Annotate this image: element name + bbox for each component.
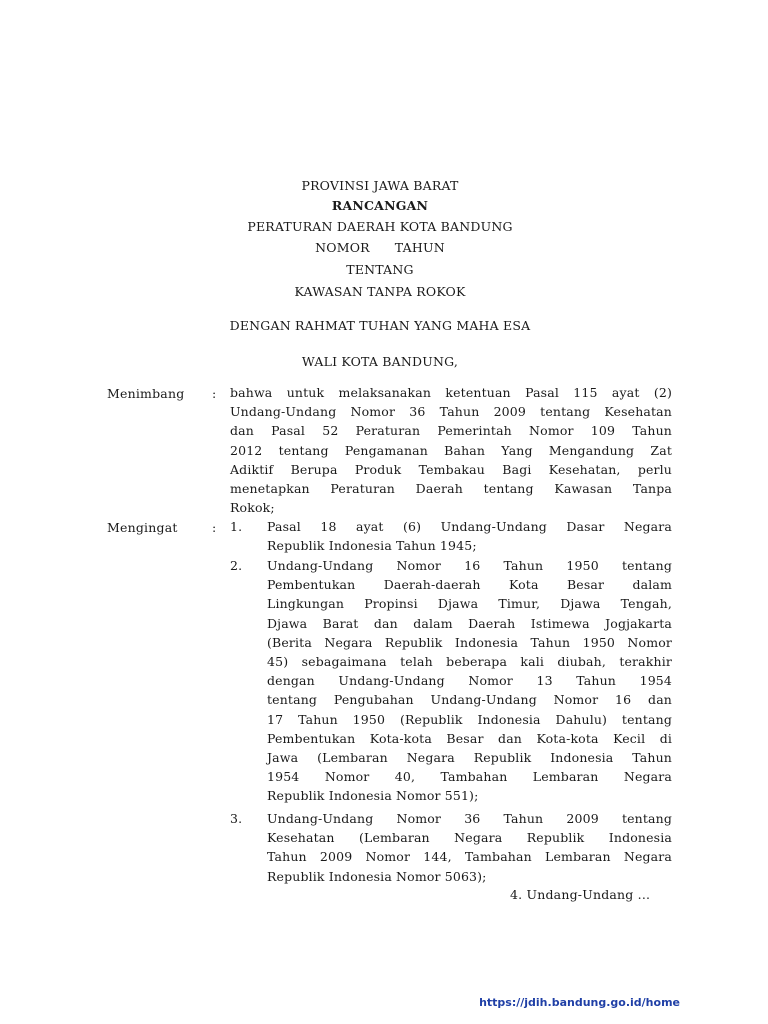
text-line: Pembentukan Daerah-daerah Kota Besar dalam (267, 577, 672, 593)
text-line: dan Pasal 52 Peraturan Pemerintah Nomor 109 Tahun (230, 423, 672, 439)
item-number: 2. (230, 558, 243, 573)
text-line: Tahun 2009 Nomor 144, Tambahan Lembaran Negara (267, 849, 672, 865)
text-line: menetapkan Peraturan Daerah tentang Kawasan Tanpa (230, 481, 672, 497)
text-line: dengan Undang-Undang Nomor 13 Tahun 1954 (267, 673, 672, 689)
item-text (267, 517, 672, 555)
text-line: tentang Pengubahan Undang-Undang Nomor 16 dan (267, 692, 672, 708)
mengingat-colon: : (212, 520, 217, 535)
text-line: 17 Tahun 1950 (Republik Indonesia Dahulu) tentang (267, 711, 672, 727)
text-line: Undang-Undang Nomor 36 Tahun 2009 tentang Kesehatan (230, 404, 672, 420)
number-heading: NOMOR TAHUN (315, 240, 445, 255)
text-line: Republik Indonesia Nomor 551); (267, 788, 479, 804)
item-number: 3. (230, 811, 243, 826)
item-text (267, 809, 672, 886)
about-heading: TENTANG (346, 262, 414, 277)
text-line: Djawa Barat dan dalam Daerah Istimewa Jogjakarta (267, 615, 672, 631)
text-line: Lingkungan Propinsi Djawa Timur, Djawa Tengah, (267, 596, 672, 612)
text-line: Jawa (Lembaran Negara Republik Indonesia Tahun (267, 750, 672, 766)
text-line: Undang-Undang Nomor 16 Tahun 1950 tentang (267, 558, 672, 573)
subject-heading: KAWASAN TANPA ROKOK (294, 284, 466, 299)
menimbang-colon: : (212, 386, 217, 401)
mengingat-label: Mengingat (107, 520, 178, 535)
province-heading: PROVINSI JAWA BARAT (301, 178, 459, 193)
item-number: 1. (230, 519, 243, 534)
text-line: 2012 tentang Pengamanan Bahan Yang Mengandung Zat (230, 442, 672, 458)
footer-url-link[interactable]: https://jdih.bandung.go.id/home (479, 996, 680, 1009)
mayor-line: WALI KOTA BANDUNG, (301, 354, 459, 369)
menimbang-label: Menimbang (107, 386, 185, 401)
text-line: Republik Indonesia Tahun 1945; (267, 538, 477, 554)
text-line: Rokok; (230, 500, 275, 516)
continuation-note: 4. Undang-Undang ... (510, 887, 651, 902)
text-line: Undang-Undang Nomor 36 Tahun 2009 tentang (267, 811, 672, 826)
text-line: Kesehatan (Lembaran Negara Republik Indonesia (267, 830, 672, 846)
menimbang-paragraph (230, 383, 672, 517)
blessing-line: DENGAN RAHMAT TUHAN YANG MAHA ESA (229, 318, 531, 333)
text-line: 45) sebagaimana telah beberapa kali diubah, terakhir (267, 654, 672, 670)
text-line: Republik Indonesia Nomor 5063); (267, 868, 487, 884)
text-line: Adiktif Berupa Produk Tembakau Bagi Kesehatan, perlu (230, 461, 672, 477)
item-text (267, 556, 672, 806)
text-line: (Berita Negara Republik Indonesia Tahun 1950 Nomor (267, 634, 672, 650)
draft-heading: RANCANGAN (331, 198, 429, 213)
text-line: Pasal 18 ayat (6) Undang-Undang Dasar Negara (267, 519, 672, 534)
regulation-heading: PERATURAN DAERAH KOTA BANDUNG (247, 219, 513, 234)
text-line: Pembentukan Kota-kota Besar dan Kota-kota Kecil di (267, 730, 672, 746)
text-line: bahwa untuk melaksanakan ketentuan Pasal 115 ayat (2) (230, 385, 672, 400)
text-line: 1954 Nomor 40, Tambahan Lembaran Negara (267, 769, 672, 785)
